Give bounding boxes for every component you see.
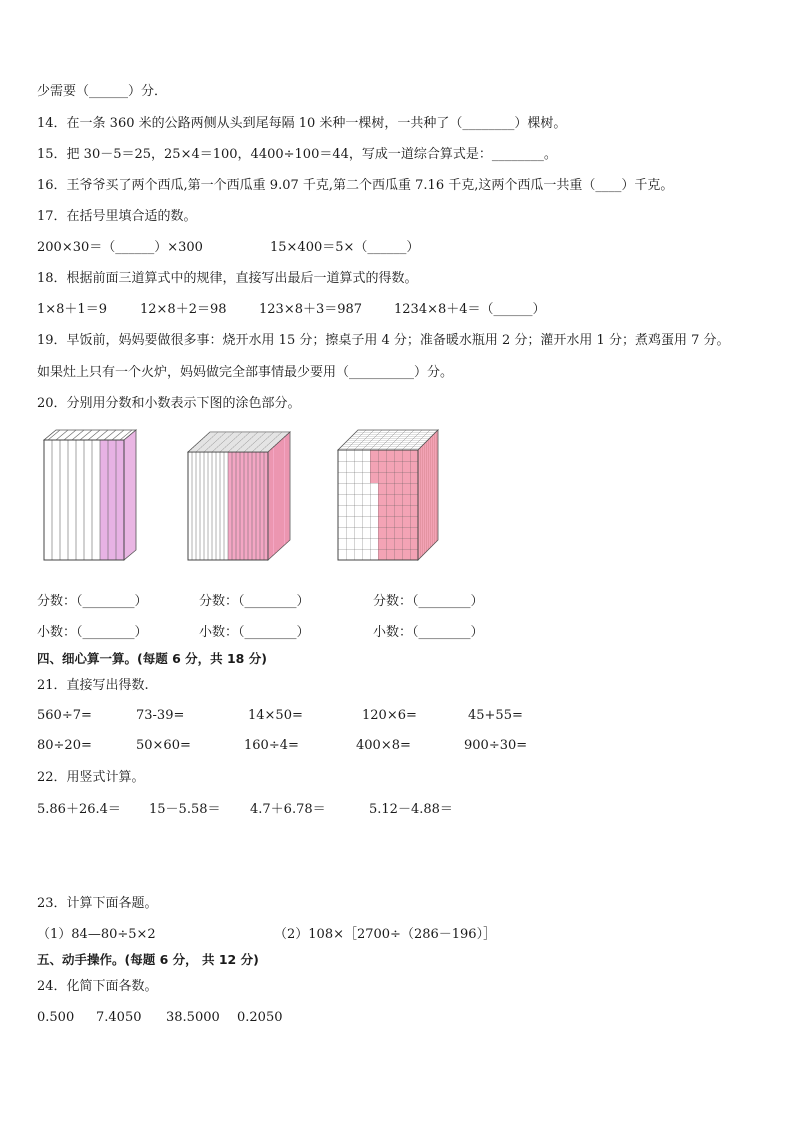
q16-text: 16．王爷爷买了两个西瓜,第一个西瓜重 9.07 千克,第二个西瓜重 7.16 千克,这两个西瓜一共重（____）千克。	[37, 178, 674, 193]
q24-title: 24．化简下面各数。	[37, 979, 158, 994]
q21-r2-item: 50×60=	[136, 738, 191, 753]
fig3-decimal-answer: 小数：（________）	[373, 625, 484, 640]
q19-line-1: 19．早饭前，妈妈要做很多事：烧开水用 15 分；擦桌子用 4 分；准备暖水瓶用 2 分；灌开水用 1 分；煮鸡蛋用 7 分。	[37, 333, 730, 348]
fig2-fraction-answer: 分数：（________）	[199, 594, 310, 609]
q17-item-2: 15×400＝5×（______）	[270, 240, 420, 255]
q24-item: 0.2050	[237, 1010, 283, 1025]
q18-item-3: 123×8＋3＝987	[259, 302, 363, 317]
figure-1-strips	[40, 428, 170, 568]
fig1-fraction-answer: 分数：（________）	[37, 594, 148, 609]
q17-title: 17．在括号里填合适的数。	[37, 209, 197, 224]
q21-r1-item: 560÷7=	[37, 708, 92, 723]
q22-item: 5.86＋26.4＝	[37, 802, 121, 817]
q18-item-1: 1×8＋1＝9	[37, 302, 107, 317]
q17-item-1: 200×30＝（______）×300	[37, 240, 203, 255]
q15-text: 15．把 30－5＝25，25×4＝100，4400÷100＝44，写成一道综合算式是：________。	[37, 147, 557, 162]
fig1-decimal-answer: 小数：（________）	[37, 625, 148, 640]
q22-item: 4.7＋6.78＝	[250, 802, 326, 817]
q14-text: 14．在一条 360 米的公路两侧从头到尾每隔 10 米种一棵树，一共种了（________）棵树。	[37, 116, 567, 131]
q21-r2-item: 160÷4=	[244, 738, 299, 753]
q21-r1-item: 73-39=	[136, 708, 185, 723]
q21-r1-item: 120×6=	[362, 708, 417, 723]
q21-r2-item: 400×8=	[356, 738, 411, 753]
q18-title: 18．根据前面三道算式中的规律，直接写出最后一道算式的得数。	[37, 271, 418, 286]
section-5-heading: 五、动手操作。(每题 6 分， 共 12 分)	[37, 952, 259, 967]
fig2-decimal-answer: 小数：（________）	[199, 625, 310, 640]
q13-tail: 少需要（______）分．	[37, 84, 168, 99]
q24-item: 38.5000	[166, 1010, 220, 1025]
q23-item-2: （2）108×［2700÷（286－196）］	[274, 927, 497, 942]
q24-item: 0.500	[37, 1010, 75, 1025]
q21-r1-item: 45+55=	[468, 708, 523, 723]
q18-item-2: 12×8＋2＝98	[140, 302, 227, 317]
q23-title: 23．计算下面各题。	[37, 896, 158, 911]
q21-title: 21．直接写出得数.	[37, 678, 149, 693]
q22-item: 15－5.58＝	[149, 802, 221, 817]
q24-item: 7.4050	[96, 1010, 142, 1025]
q21-r1-item: 14×50=	[248, 708, 303, 723]
q23-item-1: （1）84—80÷5×2	[37, 927, 156, 942]
q21-r2-item: 80÷20=	[37, 738, 92, 753]
q20-title: 20．分别用分数和小数表示下图的涂色部分。	[37, 396, 301, 411]
q22-item: 5.12－4.88＝	[369, 802, 453, 817]
figure-3-grid-cube	[335, 428, 445, 568]
q18-item-4: 1234×8＋4＝（______）	[394, 302, 546, 317]
fig3-fraction-answer: 分数：（________）	[373, 594, 484, 609]
figure-2-blocks	[184, 428, 304, 568]
q22-title: 22．用竖式计算。	[37, 770, 145, 785]
q19-line-2: 如果灶上只有一个火炉，妈妈做完全部事情最少要用（__________）分。	[37, 365, 454, 380]
section-4-heading: 四、细心算一算。(每题 6 分，共 18 分)	[37, 651, 267, 666]
q21-r2-item: 900÷30=	[464, 738, 528, 753]
